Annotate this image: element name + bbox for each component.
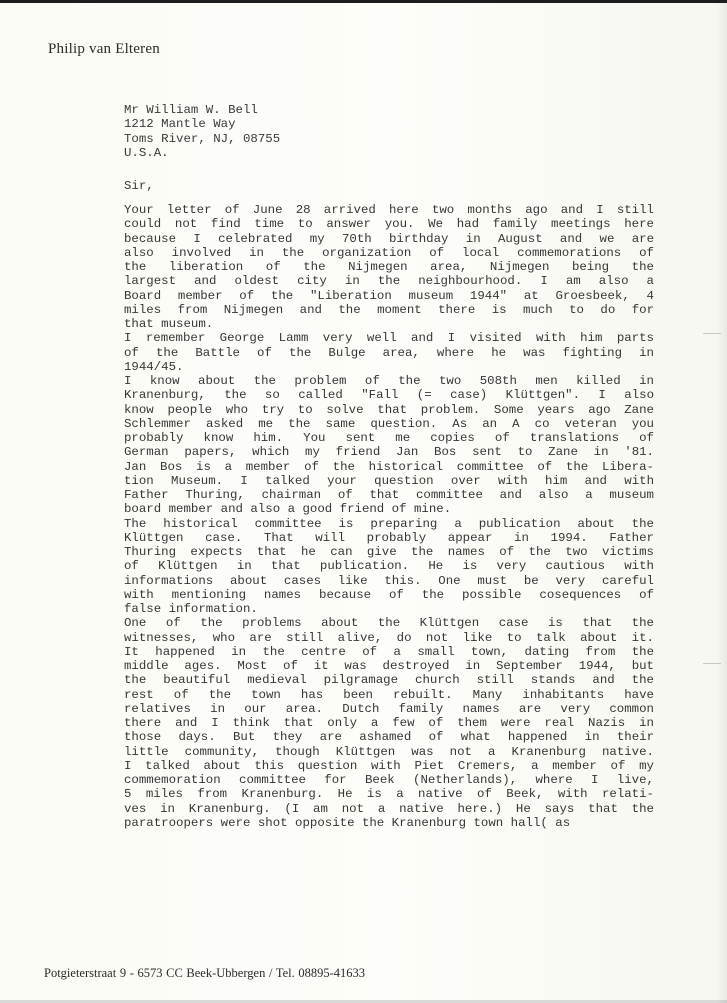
body-line: also involved in the organization of local commemorations of <box>124 245 654 260</box>
body-line: informations about cases like this. One must be very careful <box>124 573 654 588</box>
body-line: paratroopers were shot opposite the Kranenburg town hall( as <box>124 815 571 830</box>
body-line: that museum. <box>124 317 214 331</box>
body-line: Jan Bos is a member of the historical committee of the Libera- <box>124 459 654 474</box>
body-line: middle ages. Most of it was destroyed in September 1944, but <box>124 659 654 673</box>
address-line: Toms River, NJ, 08755 <box>124 131 281 146</box>
address-line: Mr William W. Bell <box>124 103 258 117</box>
body-line: little community, though Klüttgen was not a Kranenburg native. <box>124 744 654 759</box>
letterhead-footer-address: Potgieterstraat 9 - 6573 CC Beek-Ubbergen / Tel. 08895-41633 <box>44 966 366 980</box>
page-edge-shadow <box>717 3 727 1003</box>
body-line: The historical committee is preparing a publication about the <box>124 516 654 531</box>
body-line: German papers, which my friend Jan Bos sent to Zane in '81. <box>124 445 654 460</box>
body-line: those days. But they are ashamed of what happened in their <box>124 730 654 745</box>
body-line: 5 miles from Kranenburg. He is a native of Beek, with relati- <box>124 787 654 802</box>
body-line: One of the problems about the Klüttgen case is that the <box>124 616 654 631</box>
address-line: U.S.A. <box>124 145 169 160</box>
body-line: the liberation of the Nijmegen area, Nijmegen being the <box>124 260 654 274</box>
body-line: because I celebrated my 70th birthday in August and we are <box>124 231 654 246</box>
body-line: there and I think that only a few of them were real Nazis in <box>124 716 654 730</box>
body-line: with mentioning names because of the possible cosequences of <box>124 587 654 602</box>
body-line: It happened in the centre of a small town, dating from the <box>124 644 654 659</box>
salutation: Sir, <box>124 179 154 193</box>
letterhead-name: Philip van Elteren <box>48 41 160 57</box>
body-line: ves in Kranenburg. (I am not a native here.) He says that the <box>124 801 654 816</box>
body-line: I talked about this question with Piet Cremers, a member of my <box>124 758 654 773</box>
body-line: rest of the town has been rebuilt. Many inhabitants have <box>124 687 654 702</box>
body-line: of the Battle of the Bulge area, where he was fighting in <box>124 345 654 360</box>
body-line: probably know him. You sent me copies of translations of <box>124 431 654 445</box>
body-line: Klüttgen case. That will probably appear in 1994. Father <box>124 530 654 545</box>
body-line: the beautiful medieval pilgramage church still stands and the <box>124 673 654 688</box>
margin-mark <box>703 333 721 334</box>
body-line: Your letter of June 28 arrived here two months ago and I still <box>124 203 654 217</box>
body-line: I remember George Lamm very well and I visited with him parts <box>124 331 654 346</box>
margin-mark <box>703 663 721 664</box>
body-line: could not find time to answer you. We had family meetings here <box>124 217 654 232</box>
address-line: 1212 Mantle Way <box>124 117 236 132</box>
body-line: Schlemmer asked me the same question. As an A co veteran you <box>124 416 654 431</box>
body-line: Board member of the "Liberation museum 1944" at Groesbeek, 4 <box>124 288 654 303</box>
body-line: Thuring expects that he can give the names of the two victims <box>124 545 654 559</box>
body-line: Kranenburg, the so called "Fall (= case) Klüttgen". I also <box>124 388 654 403</box>
body-line: I know about the problem of the two 508th men killed in <box>124 374 654 388</box>
body-line: board member and also a good friend of mine. <box>124 502 452 517</box>
body-line: largest and oldest city in the neighbourhood. I am also a <box>124 274 654 289</box>
body-line: commemoration committee for Beek (Netherlands), where I live, <box>124 773 654 787</box>
body-line: 1944/45. <box>124 359 184 374</box>
body-line: know people who try to solve that problem. Some years ago Zane <box>124 402 654 417</box>
body-line: miles from Nijmegen and the moment there is much to do for <box>124 302 654 317</box>
body-line: tion Museum. I talked your question over with him and with <box>124 473 654 488</box>
letter-body <box>124 203 654 830</box>
body-line: false information. <box>124 602 258 616</box>
recipient-address <box>124 103 280 160</box>
body-line: witnesses, who are still alive, do not like to talk about it. <box>124 630 654 645</box>
body-line: relatives in our area. Dutch family names are very common <box>124 701 654 716</box>
body-line: of Klüttgen in that publication. He is very cautious with <box>124 559 654 574</box>
body-line: Father Thuring, chairman of that committee and also a museum <box>124 488 654 502</box>
